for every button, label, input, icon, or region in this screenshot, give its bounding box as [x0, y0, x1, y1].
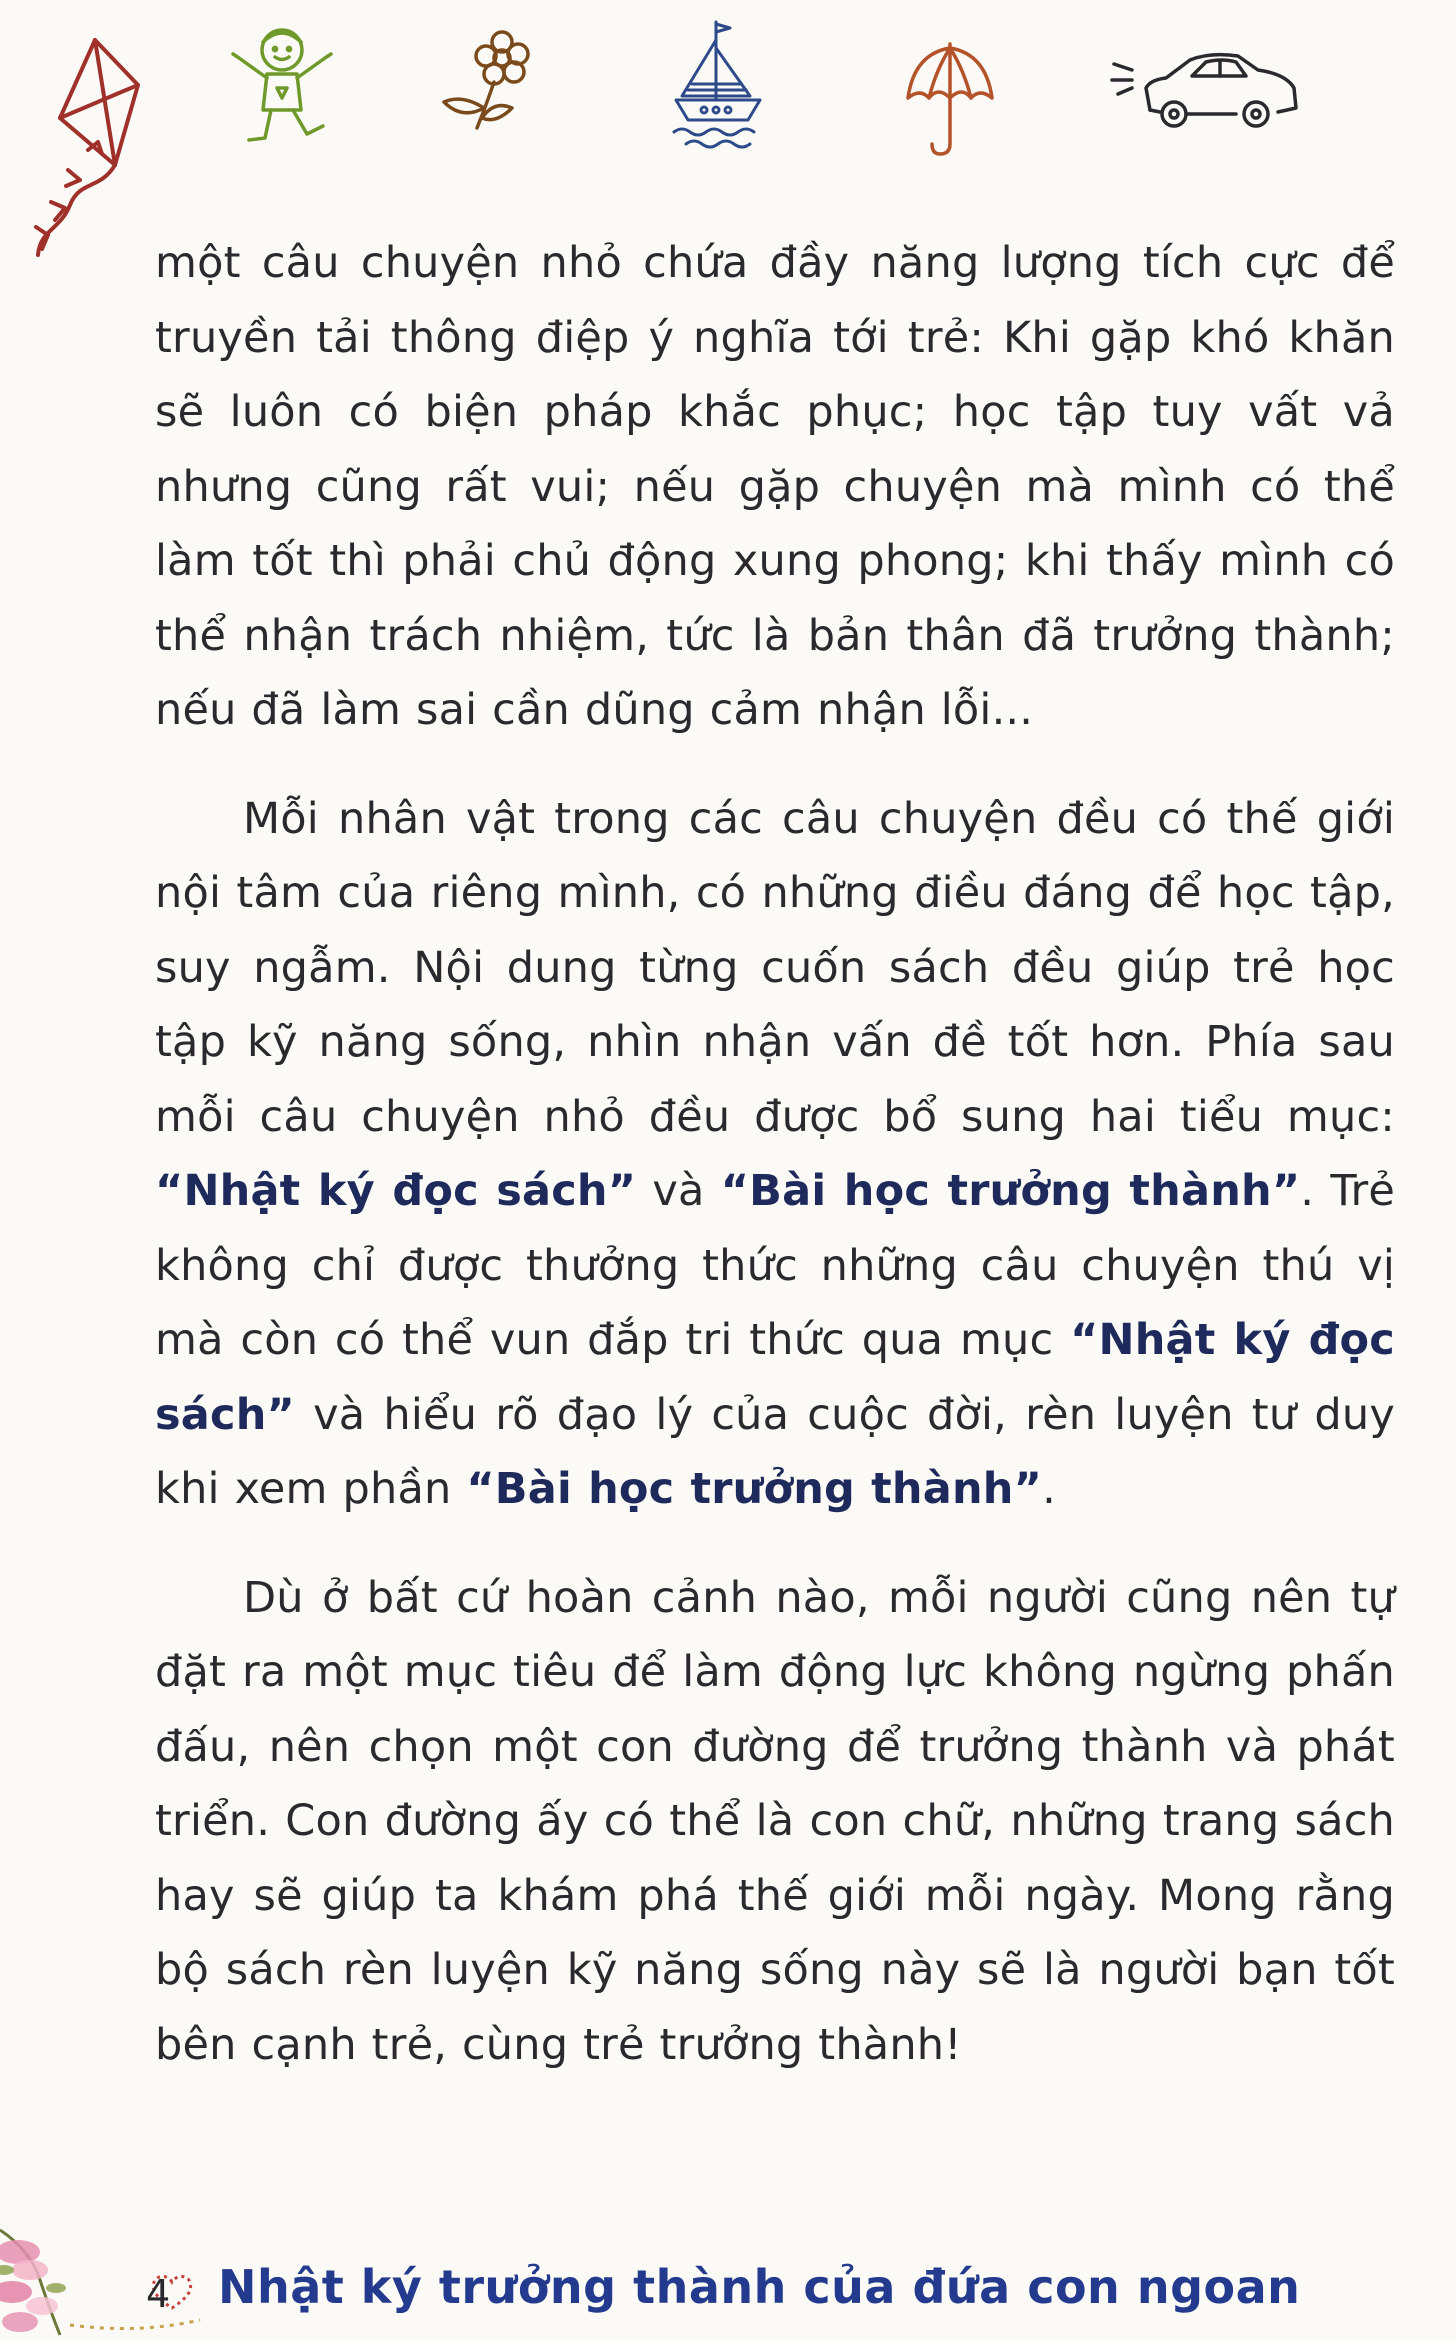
highlight-reading-diary: “Nhật ký đọc sách”	[155, 1166, 637, 1216]
child-icon	[225, 22, 340, 147]
book-title: Nhật ký trưởng thành của đứa con ngoan	[218, 2260, 1301, 2314]
kite-icon	[20, 30, 150, 275]
flower-icon	[432, 28, 542, 138]
paragraph-2	[155, 782, 1395, 1527]
paragraph-2-text-1: Mỗi nhân vật trong các câu chuyện đều có thế giới nội tâm của riêng mình, có những điều đáng để học tập, suy ngẫm. Nội dung từng cuốn sách đều giúp trẻ học tập kỹ năng sống, nhìn nhận vấn đề tốt hơn. Phía sau mỗi câu chuyện nhỏ đều được bổ sung hai tiểu mục:	[155, 793, 1395, 1142]
page-number: 4	[146, 2272, 171, 2316]
paragraph-2-text-4: và hiểu rõ đạo lý của cuộc đời, rèn luyện tư duy khi xem phần	[155, 1389, 1395, 1514]
paragraph-2-text-3: . Trẻ không chỉ được thưởng thức những câu chuyện thú vị mà còn có thể vun đắp tri thức qua mục	[155, 1166, 1395, 1365]
highlight-growth-lesson: “Bài học trưởng thành”	[720, 1166, 1301, 1216]
umbrella-icon	[900, 40, 1000, 160]
paragraph-2-text-5: .	[1042, 1464, 1056, 1514]
highlight-growth-lesson-2: “Bài học trưởng thành”	[466, 1464, 1043, 1514]
paragraph-2-text-2: và	[636, 1166, 721, 1216]
paragraph-3: Dù ở bất cứ hoàn cảnh nào, mỗi người cũng nên tự đặt ra một mục tiêu để làm động lực không ngừng phấn đấu, nên chọn một con đường để trưởng thành và phát triển. Con đường ấy có thể là con chữ, những trang sách hay sẽ giúp ta khám phá thế giới mỗi ngày. Mong rằng bộ sách rèn luyện kỹ năng sống này sẽ là người bạn tốt bên cạnh trẻ, cùng trẻ trưởng thành!	[155, 1572, 1395, 2070]
highlight-reading-diary-2: “Nhật ký đọc sách”	[155, 1315, 1395, 1440]
sailboat-icon	[668, 18, 768, 158]
car-icon	[1110, 50, 1310, 140]
body-text	[155, 226, 1395, 2116]
paragraph-1: một câu chuyện nhỏ chứa đầy năng lượng tích cực để truyền tải thông điệp ý nghĩa tới trẻ: Khi gặp khó khăn sẽ luôn có biện pháp khắc phục; học tập tuy vất vả nhưng cũng rất vui; nếu gặp chuyện mà mình có thể làm tốt thì phải chủ động xung phong; khi thấy mình có thể nhận trách nhiệm, tức là bản thân đã trưởng thành; nếu đã làm sai cần dũng cảm nhận lỗi...	[155, 238, 1395, 735]
